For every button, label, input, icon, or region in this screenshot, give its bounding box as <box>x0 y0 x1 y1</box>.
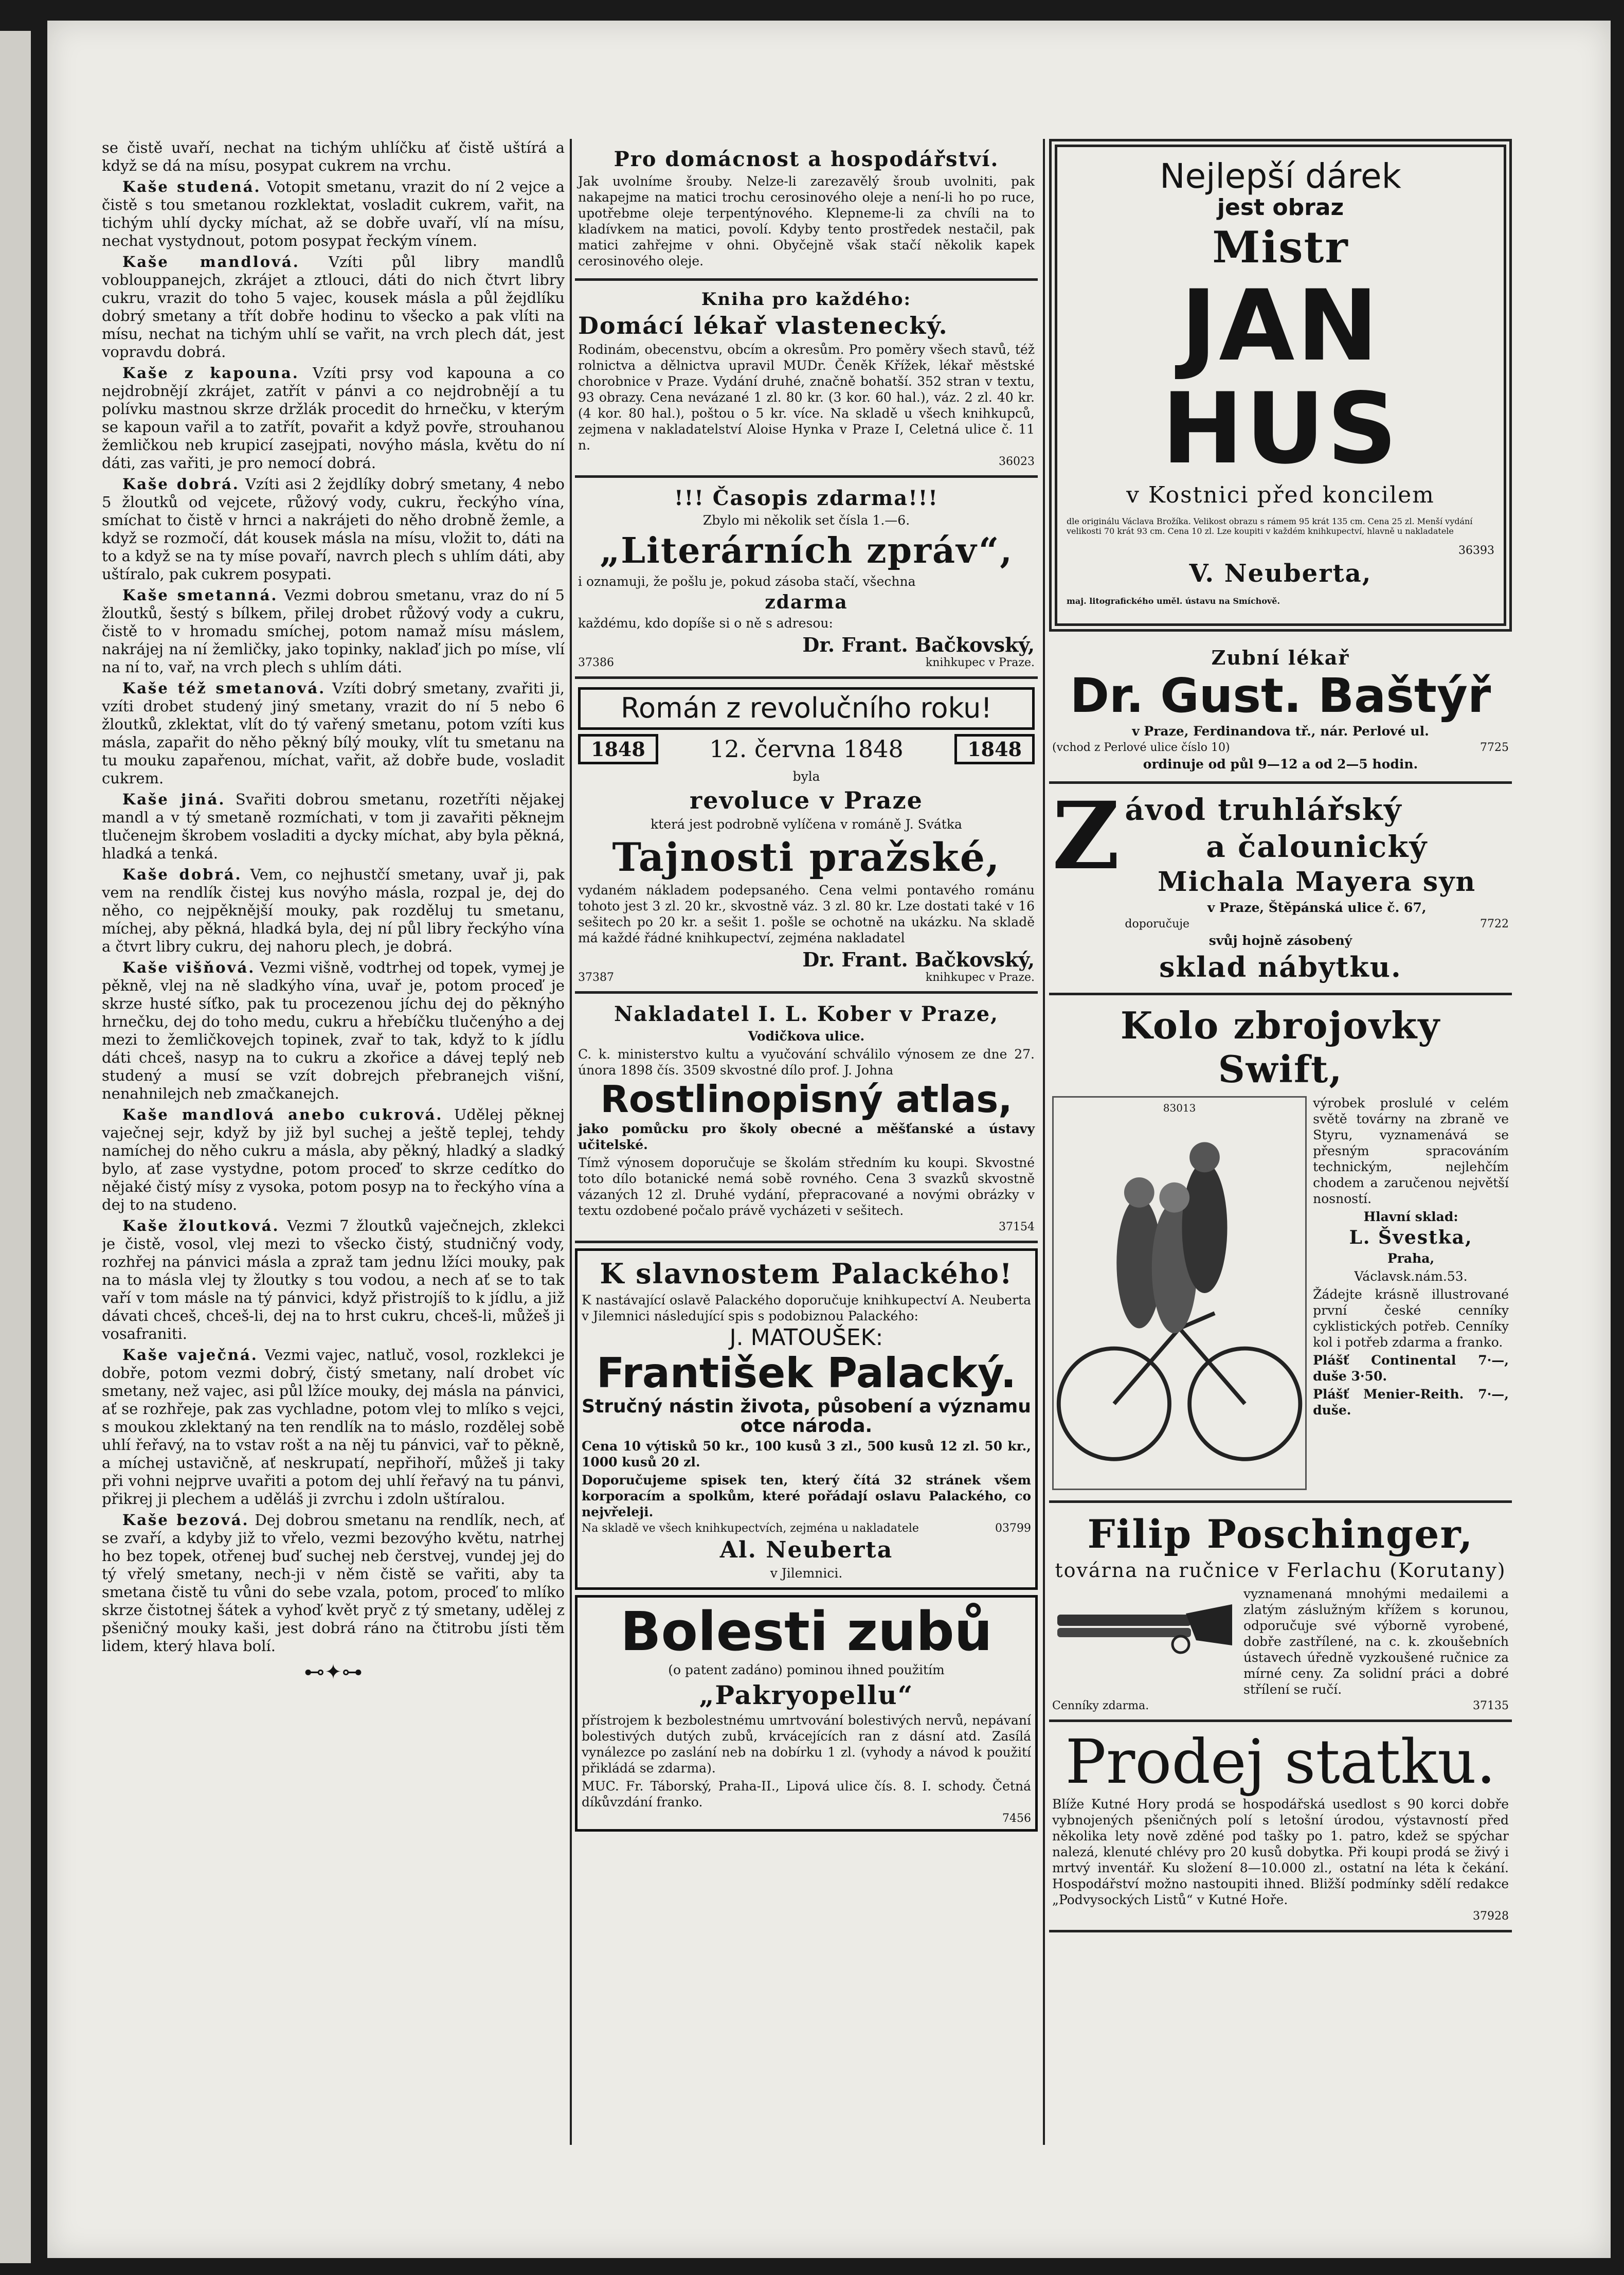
kolo-price2: Plášť Menier-Reith. 7·—, duše. <box>1313 1387 1509 1418</box>
poschinger-big-title: Filip Poschinger, <box>1087 1511 1474 1557</box>
ads-column-2 <box>575 139 1038 1832</box>
recipe-text: Udělej pěknej vaječnej sejr, když by již byl suchej a ještě teplej, tehdy namíchej do něho cukru a másla, aby pěkný, hladký a sladký bylo, ať zase vystydne, potom proceď to skrze cedítko do nějaké čistý mísy z vysoka, potom posyp na to řeckýho vína a dej to na studeno. <box>102 1106 565 1213</box>
casopis-number: 37386 <box>578 656 614 669</box>
hus-head: Nejlepší dárek <box>1160 156 1401 196</box>
recipe-paragraph <box>102 679 565 787</box>
household-title: Pro domácnost a hospodářství. <box>613 147 999 171</box>
palacky-signature-place: v Jilemnici. <box>770 1566 843 1581</box>
palacky-ad <box>575 1248 1038 1590</box>
recipe-title: Kaše též smetanová. <box>122 679 326 697</box>
hus-subtitle2: v Kostnici před koncilem <box>1126 482 1435 509</box>
recipe-paragraph <box>102 1217 565 1343</box>
hus-mistr: Mistr <box>1212 222 1349 273</box>
recipe-title: Kaše dobrá. <box>122 475 240 493</box>
palacky-text: K nastávající oslavě Palackého doporučuje knihkupectví A. Neuberta v Jilemnici následující spis s podobiznou Palackého: <box>582 1293 1031 1324</box>
bolesti-big-title: Bolesti zubů <box>620 1600 993 1663</box>
bolesti-text: (o patent zadáno) pominou ihned použitím <box>668 1662 945 1678</box>
recipe-title: Kaše z kapouna. <box>122 364 299 382</box>
casopis-text: i oznamuji, že pošlu je, pokud zásoba stačí, všechna <box>578 574 916 589</box>
poschinger-cennik: Cenníky zdarma. <box>1052 1699 1149 1713</box>
bolesti-address: MUC. Fr. Táborský, Praha-II., Lipová ulice čís. 8. I. schody. Četná díkůvzdání franko. <box>582 1779 1031 1810</box>
recipe-title: Kaše dobrá. <box>122 866 242 883</box>
household-article <box>575 139 1038 281</box>
hus-ad <box>1049 139 1512 632</box>
ornament-divider: ⊷✦⊶ <box>304 1660 363 1684</box>
recipe-title: Kaše smetanná. <box>122 586 278 604</box>
truhlar-name: Michala Mayera syn <box>1158 866 1476 898</box>
casopis-text2: každému, kdo dopíše si o ně s adresou: <box>578 616 833 631</box>
kober-head: Nakladatel I. L. Kober v Praze, <box>613 1001 999 1026</box>
ads-column-3 <box>1049 139 1512 1932</box>
recipe-paragraph <box>102 791 565 863</box>
recipe-text: Votopit smetanu, vrazit do ní 2 vejce a čistě s tou smetanou rozklektat, vosladit cukrem, vařit, na tichým uhlí dycky míchat, až se dobře uvaří, vlí na mísu, nechat vystydnout, potom posypat řeckým vínem. <box>102 178 565 249</box>
kolo-sklad: Hlavní sklad: <box>1363 1209 1458 1225</box>
recipe-paragraph <box>102 959 565 1103</box>
hus-text: dle originálu Václava Brožíka. Velikost obrazu s rámem 95 krát 135 cm. Cena 25 zl. Menší vydání velikosti 70 krát 93 cm. Cena 10 zl. Lze koupiti v každém knihkupectví, hlavně u nakladatele <box>1067 516 1473 536</box>
recipe-paragraph <box>102 139 565 175</box>
prodej-ad <box>1049 1722 1512 1932</box>
roman-year-left: 1848 <box>578 734 658 764</box>
zubni-head: Zubní lékař <box>1211 646 1350 670</box>
recipe-paragraph <box>102 586 565 676</box>
zubni-ad <box>1049 638 1512 784</box>
casopis-signature: Dr. Frant. Bačkovský, <box>802 633 1035 656</box>
truhlar-sub: svůj hojně zásobený <box>1208 933 1352 948</box>
recipe-paragraph <box>102 178 565 250</box>
previous-page-edge <box>0 31 31 2263</box>
prodej-text: Blíže Kutné Hory prodá se hospodářská usedlost s 90 korci dobře vybnojených pšeničných polí s letošní úrodou, výstavností před několika lety nově zděné pod tašky po 1. patro, kdež se spýchar nalezá, klenuté chlévy pro 20 kusů dobytka. Při koupi prodá se živý i mrtvý inventář. Ku složení 8—10.000 zl., ostatní na léta k čekání. Hospodářství možno nastoupiti ihned. Bližší podmínky sdělí redakce „Podvysockých Listů“ v Kutné Hoře. <box>1052 1796 1509 1907</box>
recipe-text: Svařiti dobrou smetanu, rozetříti nějakej mandl a v tý smetaně rozmíchati, v tom ji zavařiti pěknejm tlučenejm škrobem vosladiti a dycky míchat, aby byla pěkná, hladká a tenká. <box>102 791 565 862</box>
truhlar-line1: ávod truhlářský <box>1125 792 1402 828</box>
recipes-list <box>102 139 565 1655</box>
roman-ad <box>575 679 1038 994</box>
roman-signature: Dr. Frant. Bačkovský, <box>802 947 1035 971</box>
recipe-paragraph <box>102 1346 565 1508</box>
palacky-text2: Doporučujeme spisek ten, který čítá 32 stránek všem korporacím a spolkům, které pořádají oslavu Palackého, co nejvřeleji. <box>582 1473 1031 1520</box>
shotgun-icon <box>1052 1584 1237 1676</box>
recipe-paragraph <box>102 1106 565 1214</box>
hus-big-title: JAN HUS <box>1161 269 1400 486</box>
recipe-title: Kaše žloutková. <box>122 1217 280 1234</box>
recipe-title: Kaše mandlová anebo cukrová. <box>122 1106 443 1123</box>
kolo-text: výrobek proslulé v celém světě továrny na zbraně ve Styru, vyznamenává se přesným spracováním technickým, nejlehčím chodem a zaručenou největší nosností. <box>1313 1096 1509 1207</box>
prodej-number: 37928 <box>1473 1909 1509 1923</box>
kolo-city: Praha, <box>1387 1251 1435 1266</box>
bolesti-number: 7456 <box>1002 1812 1031 1825</box>
recipe-text: se čistě uvaří, nechat na tichým uhlíčku ať čistě uštírá a když se dá na mísu, posypat cukrem na vrchu. <box>102 139 565 174</box>
palacky-head: K slavnostem Palackého! <box>600 1257 1013 1291</box>
recipe-text: Vezmi dobrou smetanu, vraz do ní 5 žloutků, šestý s bílkem, přilej drobet růžový vody a cukru, čistě to v hromadu smíchej, potom namaž mísu máslem, nakrájej na ní žemličky, jako topinky, naklaď jich po míse, vlí na ní to, vař, na vrch plech s uhlím dáti. <box>102 586 565 676</box>
household-text: Jak uvolníme šrouby. Nelze-li zarezavělý šroub uvolniti, pak nakapejme na matici trochu cerosinového oleje a není-li ho po ruce, upotřebme oleje terpentýnového. Klepneme-li za chvíli na to kladívkem na matici, povolí. Kdyby tento prostředek nestačil, pak matici zahřejme v ohni. Obyčejně však stačí několik kapek cerosinového oleje. <box>578 174 1035 268</box>
zubni-number: 7725 <box>1480 741 1509 755</box>
kolo-address: Václavsk.nám.53. <box>1354 1269 1468 1284</box>
recipe-paragraph <box>102 1511 565 1655</box>
truhlar-ad <box>1049 784 1512 995</box>
casopis-title: „Literárních zpráv“, <box>600 530 1013 571</box>
truhlar-address: v Praze, Štěpánská ulice č. 67, <box>1207 900 1427 916</box>
recipe-text: Vzíti prsy vod kapouna a co nejdrobnějí zkrájet, zatřít v pánvi a co nejdrobnějí a tu polívku mastnou skrze držlák procedit do hrnečku, v kterým se kapoun vařil a to zatřít, povařit a když povře, strouhanou žemličkou neb krupicí zasejpati, novýho másla, květu do ní dáti, zas vařiti, je pro nemocí dobrá. <box>102 364 565 472</box>
recipe-text: Vzíti půl libry mandlů voblouppanejch, zkrájet a ztlouci, dáti do nich čtvrt libry cukru, vrazit do toho 5 vajec, kousek másla a půl žejdlíku dobrý smetany a třít dobře hodinu to všecko a pak vlíti na mísu, nechat na tichým uhlí se vařit, na vrch plech dát, jest vopravdu dobrá. <box>102 253 565 361</box>
roman-date: 12. června 1848 <box>709 735 904 763</box>
truhlar-recommends: doporučuje <box>1125 918 1190 931</box>
bicycle-illustration <box>1052 1096 1307 1490</box>
truhlar-line2: a čalounický <box>1206 829 1428 865</box>
palacky-number: 03799 <box>995 1522 1031 1535</box>
palacky-signature: Al. Neuberta <box>719 1537 893 1564</box>
poschinger-subtitle: továrna na ručnice v Ferlachu (Korutany) <box>1055 1559 1506 1582</box>
poschinger-text: vyznamenaná mnohými medailemi a zlatým záslužným křížem s korunou, odporučuje své výborně vyrobené, dobře zastřílené, na c. k. zkoušebních ústavech úředně vyzkoušené ručnice za mírné ceny. Za solidní práci a dobré střílení se ručí. <box>1243 1586 1509 1697</box>
book-ad <box>575 281 1038 478</box>
recipe-title: Kaše mandlová. <box>122 253 300 271</box>
kober-number: 37154 <box>999 1221 1035 1234</box>
recipe-title: Kaše višňová. <box>122 959 256 976</box>
book-number: 36023 <box>999 455 1035 468</box>
recipe-title: Kaše vaječná. <box>122 1346 258 1364</box>
bicycle-icon <box>1054 1098 1305 1489</box>
roman-sub: knihkupec v Praze. <box>925 971 1035 984</box>
book-head: Kniha pro každého: <box>701 289 912 310</box>
recipe-title: Kaše studená. <box>122 178 261 195</box>
palacky-big-title: František Palacký. <box>596 1349 1017 1398</box>
recipe-text: Vzíti asi 2 žejdlíky dobrý smetany, 4 nebo 5 žloutků od vejcete, růžový vody, cukru, řeckýho vína, smíchat to čistě v hrnci a nakrájeti do něho drobně žemle, a když se rozmočí, dát kousek másla na mísu, vložit to, dáti na to a když se na ty míse povaří, navrch plech s uhlím dáti, aby uštíralo, pak cukrem posypati. <box>102 475 565 583</box>
hus-signature-sub: maj. litografického uměl. ústavu na Smíchově. <box>1067 596 1280 606</box>
roman-big-title: Tajnosti pražské, <box>612 834 1001 880</box>
zubni-hours: ordinuje od půl 9—12 a od 2—5 hodin. <box>1143 757 1418 772</box>
hus-number: 36393 <box>1458 544 1494 558</box>
recipe-paragraph <box>102 253 565 361</box>
kober-text: C. k. ministerstvo kultu a vyučování schválilo výnosem ze dne 27. února 1898 čís. 3509 skvostné dílo prof. J. Johna <box>578 1046 1035 1078</box>
roman-year-right: 1848 <box>954 734 1035 764</box>
bolesti-product: „Pakryopellu“ <box>699 1680 914 1711</box>
recipe-paragraph <box>102 866 565 956</box>
palacky-author: J. MATOUŠEK: <box>729 1324 883 1351</box>
roman-revolution: revoluce v Praze <box>690 786 923 814</box>
palacky-subtitle: Stručný nástin života, působení a významu otce národa. <box>582 1396 1031 1437</box>
kolo-text2: Žádejte krásně illustrované první české cenníky cyklistických potřeb. Cenníky kol i potřeb zdarma a franko. <box>1313 1287 1509 1350</box>
recipes-column <box>102 139 565 1684</box>
kober-text2: jako pomůcku pro školy obecné a měšťanské a ústavy učitelské. <box>578 1121 1035 1153</box>
kolo-price1: Plášť Continental 7·—, duše 3·50. <box>1313 1353 1509 1384</box>
bolesti-ad <box>575 1595 1038 1832</box>
casopis-sub: knihkupec v Praze. <box>925 656 1035 669</box>
recipe-paragraph <box>102 475 565 583</box>
bolesti-text2: přístrojem k bezbolestnému umrtvování bolestivých nervů, nepávaní bolestivých dutých zubů, krvácejících ran z dásní atd. Zasílá vynálezce po zaslání neb na dobírku 1 zl. (vyhody a návod k použití přikládá se zdarma). <box>582 1713 1031 1776</box>
column-rule-2 <box>1043 139 1045 2145</box>
zubni-entry: (vchod z Perlové ulice číslo 10) <box>1052 741 1230 755</box>
poschinger-number: 37135 <box>1473 1699 1509 1713</box>
truhlar-initial: Z <box>1052 782 1120 891</box>
palacky-text3: Na skladě ve všech knihkupectvích, zejména u nakladatele <box>582 1522 919 1535</box>
kolo-firm: L. Švestka, <box>1349 1227 1473 1249</box>
recipe-text: Vem, co nejhustčí smetany, uvař ji, pak vem na rendlík čistej kus novýho másla, rozpal je, dej do něho, co nejpěknější mouky, pak rozděluj tu smetanu, míchej, aby pěkná, hladká byla, dej ní půl libry řeckýho vína a čtvrt libry cukru, dej nahoru plech, je dobrá. <box>102 866 565 955</box>
casopis-zdarma: zdarma <box>765 592 848 613</box>
roman-byla: byla <box>792 768 820 784</box>
recipe-paragraph <box>102 364 565 472</box>
kolo-head: Kolo zbrojovky Swift, <box>1120 1004 1441 1091</box>
recipe-text: Vezmi 7 žloutků vaječnejch, zklekci je čistě, vosol, vlej mezi to všecko čistý, studničný vody, rozhřej na pánvici másla a zpraž tam jednu lžíci mouky, pak na to másla vlej ty žloutky s tou vodou, a nech ať se to tak vaří v tom másle na tý pánvici, když přistrojíš to k jídlu, a již dávati chceš, chceš-li, dej na to hrst cukru, chceš-li, můžeš ji vosafraniti. <box>102 1217 565 1342</box>
recipe-title: Kaše bezová. <box>122 1511 249 1529</box>
casopis-line: Zbylo mi několik set čísla 1.—6. <box>702 513 910 528</box>
book-text: Rodinám, obecenstvu, obcím a okresům. Pro poměry všech stavů, též rolnictva a dělnictva upravil MUDr. Čeněk Křížek, lékař městské chorobnice v Praze. Vydání druhé, značně bohatší. 352 stran v textu, 93 obrazy. Cena nevázané 1 zl. 80 kr. (3 kor. 60 hal.), váz. 2 zl. 40 kr. (4 kor. 80 hal.), poštou o 5 kr. více. Na skladě u všech knihkupců, zejmena v nakladatelství Aloise Hynka v Praze I, Celetná ulice č. 11 n. <box>578 342 1035 453</box>
roman-text2: vydaném nákladem podepsaného. Cena velmi pontavého románu tohoto jest 3 zl. 20 kr., skvostně váz. 3 zl. 80 kr. Lze dostati také v 16 sešitech po 20 kr. a sešit 1. pošle se ochotně na ukázku. Na skladě má každé řádné knihkupectví, zejména nakladatel <box>578 882 1035 945</box>
prodej-big-title: Prodej statku. <box>1065 1726 1496 1798</box>
recipe-text: Dej dobrou smetanu na rendlík, nech, ať se zvaří, a kdyby již to vřelo, vezmi bezovýho květu, natrhej ho bez topek, otřenej buď suchej neb čerstvej, vundej jej do tý vřelý smetany, nech-ji v něm čistě se vařiti, aby ta smetana čistě tu vůni do sebe vzala, potom, proceď to mlíko skrze čistotnej šátek a vyhoď květ pryč z tý smetany, udělej z pšeničný mouky kaši, jest dobrá ráno na čtitrobu jísti těm lidem, který hlava bolí. <box>102 1511 565 1655</box>
roman-number: 37387 <box>578 971 614 984</box>
casopis-head: !!! Časopis zdarma!!! <box>674 486 939 510</box>
kober-text3: Tímž výnosem doporučuje se školám středním ku koupi. Skvostné toto dílo botanické nemá sobě rovného. Cena 3 svazků skvostně vázaných 12 zl. Druhé vydání, přepracované a novými obrázky v textu ozdobené počalo právě vycházeti v sešitech. <box>578 1155 1035 1219</box>
truhlar-number: 7722 <box>1480 918 1509 931</box>
kolo-ad <box>1049 995 1512 1503</box>
recipe-text: Vzíti dobrý smetany, zvařiti ji, vzíti drobet studený jiný smetany, vrazit do ní 5 nebo 6 žloutků, zklektat, vlít do tý vařený smetanu, potom vzíti kus másla, zapařit do něho pěkný bílý mouky, vlít tu smetanu na tu mouku zapařenou, míchat, vařit, až dobře bude, vosladit cukrem. <box>102 679 565 787</box>
hus-subtitle: jest obraz <box>1217 194 1344 221</box>
truhlar-sklad: sklad nábytku. <box>1159 951 1402 984</box>
casopis-ad <box>575 478 1038 679</box>
kober-ad <box>575 994 1038 1244</box>
book-title: Domácí lékař vlastenecký. <box>578 312 948 339</box>
column-rule-1 <box>570 139 572 2145</box>
zubni-big-title: Dr. Gust. Baštýř <box>1070 668 1491 724</box>
recipe-text: Vezmi vajec, natluč, vosol, rozklekci je dobře, potom vezmi dobrý, čistý smetany, nalí drobet víc smetany, než vajec, asi půl lžíce mouky, dej másla na pánvici, ať se rozhřeje, pak zas vychladne, potom vlej to mlíko s vejci, s moukou zklektaný na ten rendlík na to máslo, rozdělej sobě uhlí řeřavý, na to vstav rošt a na něj tu pánvici, vař to pěkně, a míchej ustavičně, ať neskrupatí, nepřihoří, můžeš ji taky při vohni nejprve uvařiti a potom dej uhlí řeřavý na tu pánvi, přikrej ji plechem a uděláš ji zvrchu i zdoln uštíralou. <box>102 1346 565 1508</box>
zubni-address: v Praze, Ferdinandova tř., nár. Perlové ul. <box>1132 724 1429 739</box>
roman-title: Román z revolučního roku! <box>578 687 1035 730</box>
roman-text: která jest podrobně vylíčena v románě J. Svátka <box>651 816 962 832</box>
kolo-number: 83013 <box>1163 1102 1196 1115</box>
hus-signature: V. Neuberta, <box>1189 559 1372 588</box>
recipe-text: Vezmi višně, vodtrhej od topek, vymej je pěkně, vlej na ně sladkýho vína, uvař je, potom proceď je skrze husté síťko, pak tu procezenou jíchu dej do pěknýho hrnečku, dej do toho medu, cukru a hřebíčku tlučenýho a dej mezi to žemličkovejch topinek, zvař to tak, když to k jídlu dáti chceš, nasyp na to cukru a zkořice a dávej teplý neb studený a musí se vzít dobrejch přebranejch višní, nenahnilejch neb zmačkanejch. <box>102 959 565 1102</box>
palacky-price: Cena 10 výtisků 50 kr., 100 kusů 3 zl., 500 kusů 12 zl. 50 kr., 1000 kusů 20 zl. <box>582 1439 1031 1470</box>
kober-address: Vodičkova ulice. <box>748 1028 865 1044</box>
recipe-title: Kaše jiná. <box>122 791 226 808</box>
kober-big-title: Rostlinopisný atlas, <box>600 1077 1013 1121</box>
poschinger-ad <box>1049 1503 1512 1722</box>
